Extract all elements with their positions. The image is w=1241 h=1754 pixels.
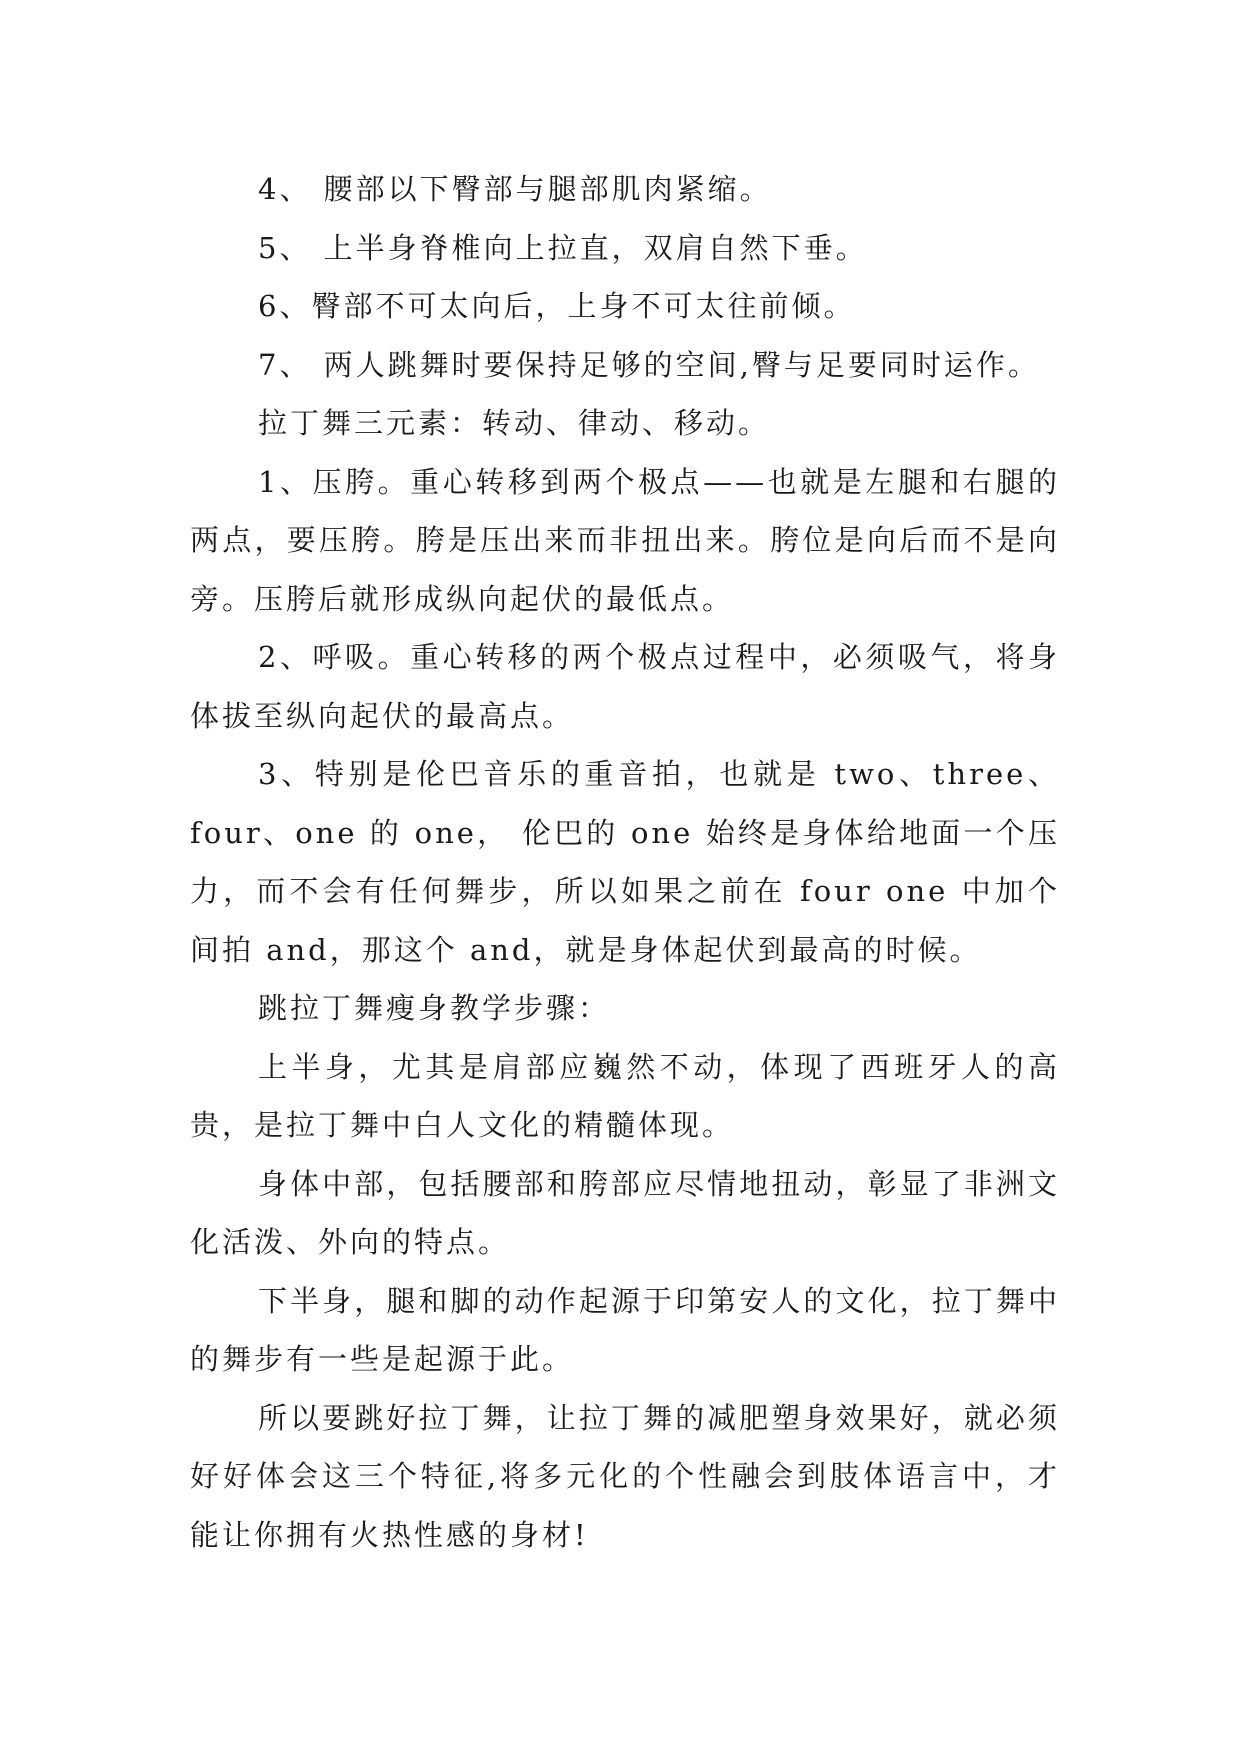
- paragraph-lower-body: 下半身，腿和脚的动作起源于印第安人的文化，拉丁舞中的舞步有一些是起源于此。: [190, 1283, 1060, 1376]
- paragraph-hip-press: 1、压胯。重心转移到两个极点——也就是左腿和右腿的两点，要压胯。胯是压出来而非扭出来。胯位是向后而不是向旁。压胯后就形成纵向起伏的最低点。: [190, 464, 1060, 616]
- paragraph-mid-body: 身体中部，包括腰部和胯部应尽情地扭动，彰显了非洲文化活泼、外向的特点。: [190, 1166, 1060, 1259]
- paragraph-three-elements: 拉丁舞三元素：转动、律动、移动。: [258, 406, 771, 440]
- document-body: [190, 160, 1060, 1564]
- paragraph-upper-body: 上半身，尤其是肩部应巍然不动，体现了西班牙人的高贵，是拉丁舞中白人文化的精髓体现。: [190, 1049, 1060, 1142]
- paragraph-step-7: 7、 两人跳舞时要保持足够的空间,臀与足要同时运作。: [258, 347, 1040, 382]
- paragraph-steps-heading: 跳拉丁舞瘦身教学步骤：: [258, 991, 611, 1025]
- paragraph-step-4: 4、 腰部以下臀部与腿部肌肉紧缩。: [258, 172, 772, 206]
- paragraph-breathing: 2、呼吸。重心转移的两个极点过程中，必须吸气，将身体拔至纵向起伏的最高点。: [190, 640, 1060, 733]
- paragraph-step-6: 6、臀部不可太向后，上身不可太往前倾。: [258, 289, 856, 323]
- paragraph-rumba-beat: 3、特别是伦巴音乐的重音拍，也就是 two、three、four、one 的 one， 伦巴的 one 始终是身体给地面一个压力，而不会有任何舞步，所以如果之前在 four one 中加个间拍 and，那这个 and，就是身体起伏到最高的时候。: [190, 757, 1060, 967]
- paragraph-step-5: 5、 上半身脊椎向上拉直，双肩自然下垂。: [258, 230, 868, 265]
- paragraph-conclusion: 所以要跳好拉丁舞，让拉丁舞的减肥塑身效果好，就必须好好体会这三个特征,将多元化的个性融会到肢体语言中，才能让你拥有火热性感的身材!: [190, 1400, 1060, 1552]
